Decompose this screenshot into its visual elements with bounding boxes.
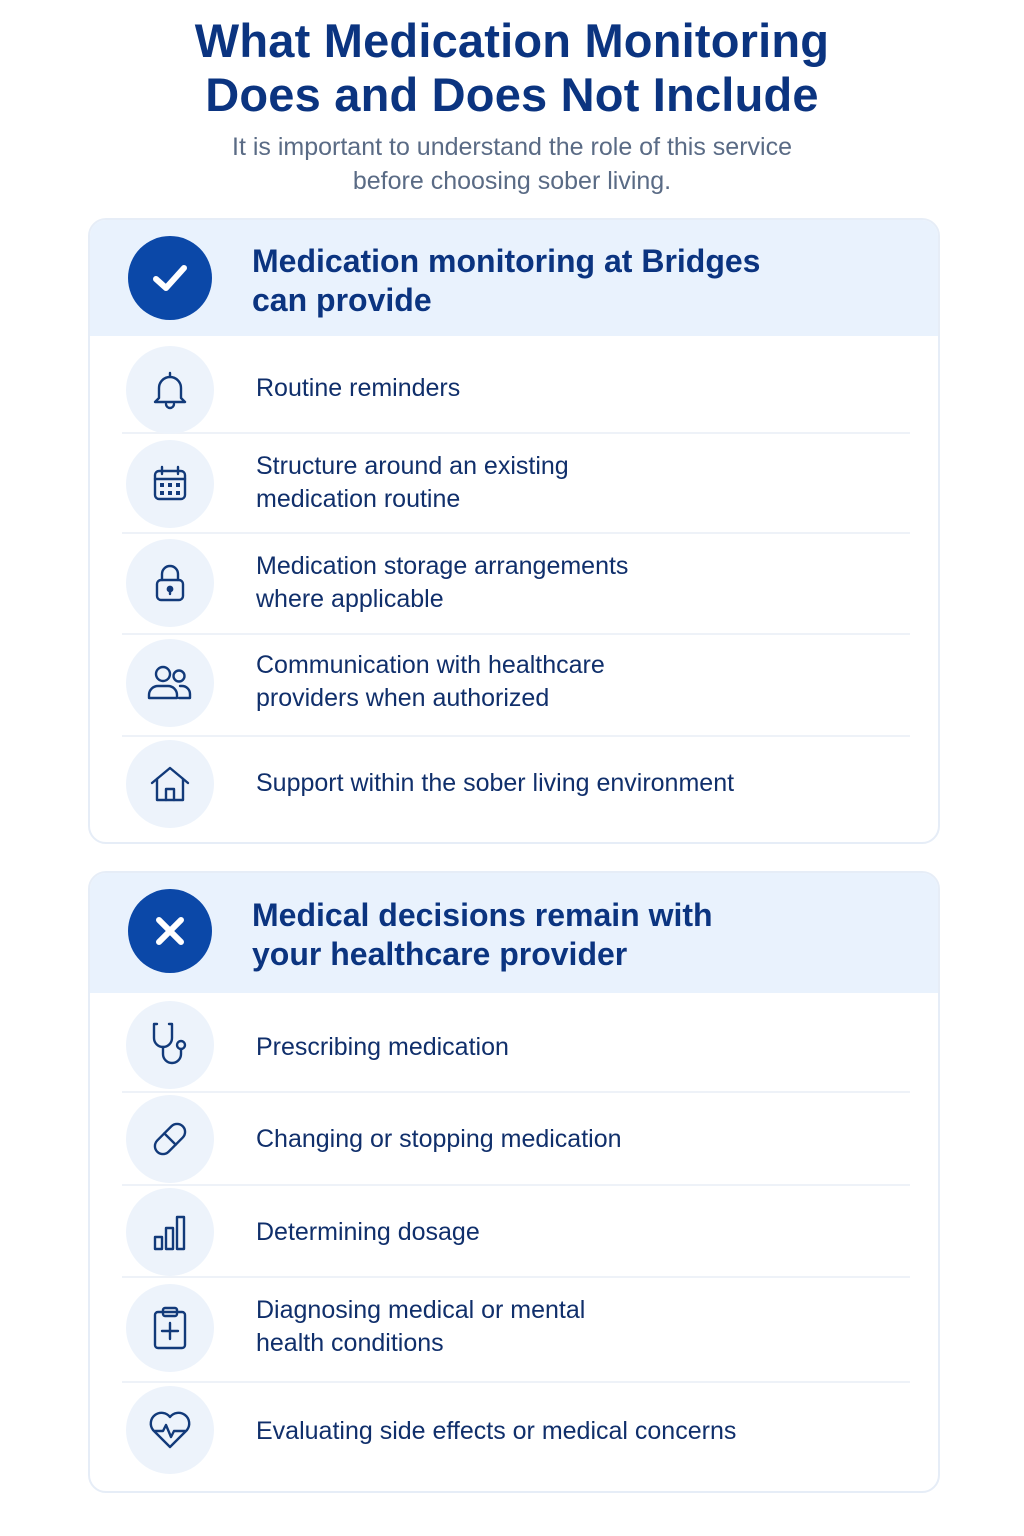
item-label-line-2: health conditions bbox=[256, 1329, 444, 1357]
provides-card-header bbox=[90, 220, 938, 336]
item-label: Changing or stopping medication bbox=[256, 1125, 622, 1153]
provides-title-line-1: Medication monitoring at Bridges bbox=[252, 243, 761, 279]
list-item bbox=[122, 737, 910, 837]
heart-pulse-icon bbox=[126, 1386, 214, 1474]
home-icon bbox=[126, 740, 214, 828]
check-icon bbox=[128, 236, 212, 320]
list-item bbox=[122, 1383, 910, 1483]
list-item bbox=[122, 1093, 910, 1186]
item-label: Prescribing medication bbox=[256, 1033, 509, 1061]
item-label-line-1: Structure around an existing bbox=[256, 452, 569, 480]
bell-icon bbox=[126, 346, 214, 434]
item-label: Evaluating side effects or medical concerns bbox=[256, 1417, 737, 1445]
people-icon bbox=[126, 639, 214, 727]
provides-card bbox=[88, 218, 940, 844]
lock-icon bbox=[126, 539, 214, 627]
provides-card-title bbox=[252, 242, 760, 320]
list-item bbox=[122, 534, 910, 635]
x-icon bbox=[128, 889, 212, 973]
item-label: Support within the sober living environment bbox=[256, 769, 735, 797]
list-item bbox=[122, 344, 910, 434]
subtitle-line-2: before choosing sober living. bbox=[352, 167, 672, 195]
list-item bbox=[122, 1186, 910, 1278]
stethoscope-icon bbox=[126, 1001, 214, 1089]
subtitle-line-1: It is important to understand the role of this service bbox=[232, 133, 792, 161]
excludes-title-line-2: your healthcare provider bbox=[252, 936, 628, 972]
title-line-1: What Medication Monitoring bbox=[194, 14, 830, 67]
excludes-card-header bbox=[90, 873, 938, 993]
item-label: Determining dosage bbox=[256, 1218, 480, 1246]
page-subtitle bbox=[0, 130, 1024, 198]
list-item bbox=[122, 1278, 910, 1383]
clipboard-plus-icon bbox=[126, 1284, 214, 1372]
list-item bbox=[122, 635, 910, 737]
item-label-line-2: medication routine bbox=[256, 485, 461, 513]
item-label-line-1: Diagnosing medical or mental bbox=[256, 1296, 586, 1324]
list-item bbox=[122, 434, 910, 534]
excludes-title-line-1: Medical decisions remain with bbox=[252, 897, 713, 933]
excludes-card-title bbox=[252, 896, 713, 974]
item-label-line-1: Communication with healthcare bbox=[256, 651, 605, 679]
excludes-card bbox=[88, 871, 940, 1493]
provides-title-line-2: can provide bbox=[252, 282, 432, 318]
list-item bbox=[122, 999, 910, 1093]
bar-chart-icon bbox=[126, 1188, 214, 1276]
calendar-icon bbox=[126, 440, 214, 528]
pill-icon bbox=[126, 1095, 214, 1183]
page-title bbox=[0, 14, 1024, 122]
item-label-line-2: providers when authorized bbox=[256, 684, 550, 712]
title-line-2: Does and Does Not Include bbox=[205, 68, 819, 121]
item-label-line-2: where applicable bbox=[256, 585, 444, 613]
item-label-line-1: Medication storage arrangements bbox=[256, 552, 629, 580]
item-label: Routine reminders bbox=[256, 374, 461, 402]
